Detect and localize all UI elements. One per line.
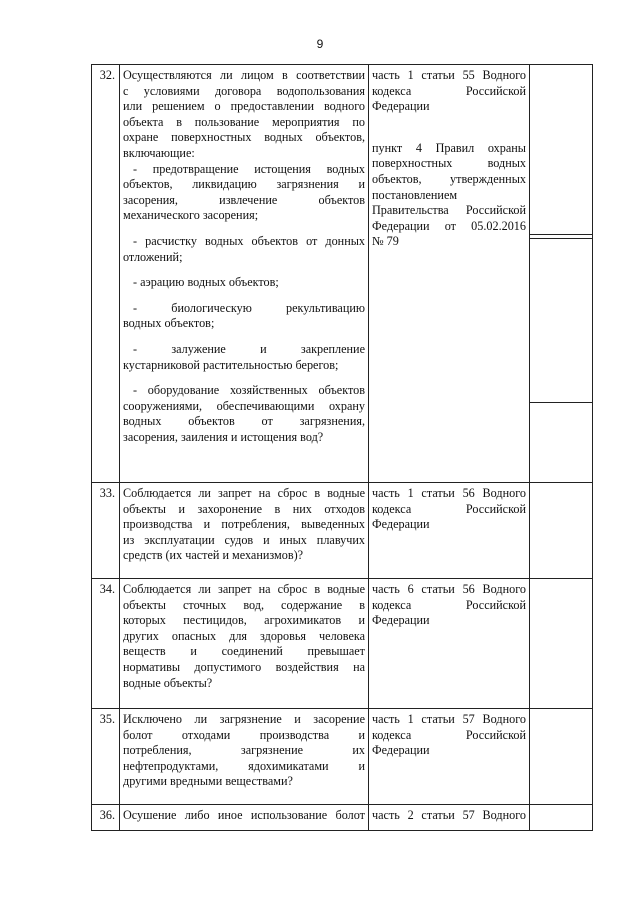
table-row xyxy=(92,579,593,709)
table-row xyxy=(92,805,593,831)
answer-cell[interactable] xyxy=(530,805,593,831)
legal-reference: часть 1 статьи 56 Водного кодекса Российской Федерации xyxy=(369,483,530,579)
answer-cell[interactable] xyxy=(530,403,593,483)
answer-cell[interactable] xyxy=(530,483,593,579)
answer-cell[interactable] xyxy=(530,579,593,709)
table-row xyxy=(92,709,593,805)
legal-reference: часть 1 статьи 57 Водного кодекса Российской Федерации xyxy=(369,709,530,805)
requirement-text: Осушение либо иное использование болот xyxy=(120,805,369,831)
table-row xyxy=(92,483,593,579)
table-row xyxy=(92,65,593,235)
requirement-text: Соблюдается ли запрет на сброс в водные объекты сточных вод, содержание в которых пестицидов, агрохимикатов и других опасных для здоровья человека веществ и соединений превышает нормативы допустимого воздействия на водные объекты? xyxy=(120,579,369,709)
answer-cell[interactable] xyxy=(530,709,593,805)
page-number: 9 xyxy=(316,37,324,51)
row-number: 34. xyxy=(92,579,120,709)
legal-reference: часть 6 статьи 56 Водного кодекса Российской Федерации xyxy=(369,579,530,709)
answer-cell[interactable] xyxy=(530,65,593,235)
legal-reference: часть 2 статьи 57 Водного xyxy=(369,805,530,831)
row-number: 36. xyxy=(92,805,120,831)
requirement-text: Исключено ли загрязнение и засорение болот отходами производства и потребления, загрязнение их нефтепродуктами, ядохимикатами и другими вредными веществами? xyxy=(120,709,369,805)
row-number: 32. xyxy=(92,65,120,483)
row-number: 33. xyxy=(92,483,120,579)
legal-reference: часть 1 статьи 55 Водного кодекса Российской Федерации пункт 4 Правил охраны поверхностных водных объектов, утвержденных постановлением Правительства Российской Федерации от 05.02.2016 № 79 xyxy=(369,65,530,483)
requirement-text: Осуществляются ли лицом в соответствии с условиями договора водопользования или решением о предоставлении водного объекта в пользование мероприятия по охране поверхностных водных объектов, включающие: - предотвращение истощения водных объектов, ликвидацию загрязнения и засорения, извлечение объектов механического засорения; - расчистку водных объектов от донных отложений; - аэрацию водных объектов; - биологическую рекультивацию водных объектов; - залужение и закрепление кустарниковой растительностью берегов; - оборудование хозяйственных объектов сооружениями, обеспечивающими охрану водных объектов от загрязнения, засорения, заиления и истощения вод? xyxy=(120,65,369,483)
requirement-text: Соблюдается ли запрет на сброс в водные объекты и захоронение в них отходов производства и потребления, выведенных из эксплуатации судов и иных плавучих средств (их частей и механизмов)? xyxy=(120,483,369,579)
requirements-table xyxy=(91,64,593,831)
answer-cell[interactable] xyxy=(530,239,593,403)
row-number: 35. xyxy=(92,709,120,805)
